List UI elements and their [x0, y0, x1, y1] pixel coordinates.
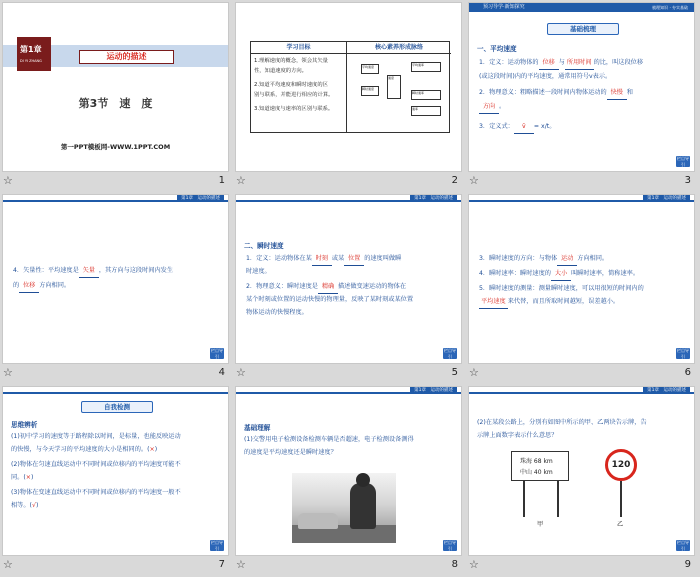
slide-footer [233, 556, 466, 576]
car [298, 513, 338, 529]
text-line: 的速度是平均速度还是瞬时速度？ [244, 449, 337, 456]
sign-line: 中山 40 km [520, 469, 553, 476]
speed-limit-sign: 120 [605, 449, 637, 481]
text-line: 3．瞬时速度的方向：与物体 运动 方向相同。 [479, 253, 608, 266]
slide-thumbnail-4[interactable] [0, 192, 233, 384]
slide-number: 9 [684, 559, 691, 570]
back-button[interactable]: 栏目导引 [211, 540, 223, 551]
table-header-literacy: 核心素养形成脉络 [347, 42, 451, 54]
text-line: 4．矢量性：平均速度是 矢量 ，其方向与这段时间内发生 [13, 265, 173, 278]
mindmap-node: 速度 [387, 75, 401, 99]
slide-5-canvas [235, 194, 462, 364]
slide-footer [233, 364, 466, 384]
text-line: 1．定义：运动物体在某 时刻 或某 位置 的速度叫做瞬 [246, 253, 401, 266]
slide-number: 8 [451, 559, 458, 570]
slide-9-canvas [468, 386, 695, 556]
slide-footer [466, 172, 699, 192]
officer [350, 483, 376, 529]
chapter-badge [17, 37, 51, 71]
objectives-table [250, 41, 450, 133]
slide-thumbnail-2[interactable] [233, 0, 466, 192]
text-line: 1．定义：运动物体的 位移 与 所用时间 的比，叫这段位移 [479, 57, 643, 70]
slide-number: 6 [684, 367, 691, 378]
chapter-tag: 第1章 运动的描述 [410, 195, 457, 202]
top-bar [469, 195, 694, 202]
sign-line: 珠海 68 km [520, 458, 553, 465]
slide-footer [233, 172, 466, 192]
police-speed-check-photo [292, 473, 396, 543]
slide-thumbnail-3[interactable] [466, 0, 699, 192]
star-icon[interactable]: ☆ [236, 558, 246, 571]
text-line: (1)交警用电子检测设备检测车辆是否超速，电子检测设备测得 [244, 436, 414, 443]
section-heading: 基础理解 [244, 424, 271, 432]
tab-left-label: 预习导学·新知探究 [483, 4, 525, 10]
slide-1-canvas [2, 2, 229, 172]
tab-right-label: 梳理知识 · 夯实基础 [652, 5, 688, 10]
text-line: 5．瞬时速度的测量：测量瞬时速度，可以用很短的时间内的 [479, 285, 644, 292]
slide-thumbnail-1[interactable] [0, 0, 233, 192]
table-row: 3.知道速度与速率的区别与联系。 [254, 106, 334, 112]
star-icon[interactable]: ☆ [469, 174, 479, 187]
section-banner: 基础梳理 [547, 23, 619, 35]
sign-pole [620, 481, 622, 517]
slide-thumbnail-9[interactable] [466, 384, 699, 576]
table-row: 1.理解速度的概念，领会其矢量 [254, 58, 328, 64]
slide-number: 7 [218, 559, 225, 570]
back-button[interactable]: 栏目导引 [677, 348, 689, 359]
chapter-tag: 第1章 运动的描述 [410, 387, 457, 394]
mindmap-node: 瞬时速率 [411, 90, 441, 100]
star-icon[interactable]: ☆ [236, 366, 246, 379]
back-button[interactable]: 栏目导引 [444, 540, 456, 551]
top-bar [236, 387, 461, 394]
text-line: 2．物理意义：瞬时速度是 精确 描述做变速运动的物体在 [246, 281, 406, 294]
slide-number: 5 [451, 367, 458, 378]
text-line: (2)在某段公路上，分别有如图中所示的甲、乙两块告示牌，告 [477, 419, 647, 426]
table-row: 别与联系，并能进行相应的计算。 [254, 92, 334, 98]
star-icon[interactable]: ☆ [3, 174, 13, 187]
back-button[interactable]: 栏目导引 [677, 156, 689, 167]
chapter-tag: 第1章 运动的描述 [177, 195, 224, 202]
chapter-tag: 第1章 运动的描述 [643, 195, 690, 202]
slide-8-canvas [235, 386, 462, 556]
section-heading: 二、瞬时速度 [244, 242, 284, 250]
slide-3-canvas [468, 2, 695, 172]
sign-label-jia: 甲 [537, 521, 544, 528]
text-line: 的 位移 方向相同。 [13, 280, 70, 293]
chapter-title: 运动的描述 [79, 50, 174, 64]
chapter-badge-text: 第1章 [20, 45, 42, 54]
slide-4-canvas [2, 194, 229, 364]
slide-thumbnail-6[interactable] [466, 192, 699, 384]
text-line: 平均速度 来代替，而且所取时间越短，误差越小。 [479, 296, 619, 309]
table-row: 2.知道平均速度和瞬时速度的区 [254, 82, 328, 88]
star-icon[interactable]: ☆ [3, 366, 13, 379]
top-banner [469, 3, 694, 12]
chapter-badge-en: DI YI ZHANG [20, 59, 42, 63]
section-banner: 自我检测 [81, 401, 153, 413]
text-line: 相等。(√) [11, 502, 39, 509]
slide-6-canvas [468, 194, 695, 364]
mindmap-node: 瞬时速度 [361, 86, 379, 96]
table-row: 性，知道速度的方向。 [254, 68, 307, 74]
star-icon[interactable]: ☆ [469, 558, 479, 571]
back-button[interactable]: 栏目导引 [677, 540, 689, 551]
text-line: 时速度。 [246, 268, 271, 275]
slide-thumbnail-7[interactable] [0, 384, 233, 576]
officer-head [356, 473, 370, 487]
star-icon[interactable]: ☆ [469, 366, 479, 379]
text-line: 2．物理意义：粗略描述一段时间内物体运动的 快慢 和 [479, 87, 633, 100]
slide-number: 4 [218, 367, 225, 378]
table-divider [346, 42, 347, 132]
section-heading: 一、平均速度 [477, 45, 517, 53]
slide-number: 2 [451, 175, 458, 186]
back-button[interactable]: 栏目导引 [444, 348, 456, 359]
star-icon[interactable]: ☆ [236, 174, 246, 187]
slide-footer [466, 364, 699, 384]
text-line: 的快慢，与今天学习的平均速度的大小是相同的。(×) [11, 446, 158, 453]
mindmap-node: 平均速度 [361, 64, 379, 74]
star-icon[interactable]: ☆ [3, 558, 13, 571]
slide-7-canvas [2, 386, 229, 556]
top-bar [3, 387, 228, 394]
text-line: 物体运动的快慢程度。 [246, 309, 308, 316]
chapter-tag: 第1章 运动的描述 [643, 387, 690, 394]
slide-footer [0, 172, 233, 192]
sign-pole [523, 481, 525, 517]
top-bar [236, 195, 461, 202]
text-line: 示牌上面数字表示什么意思？ [477, 432, 558, 439]
slide-thumbnail-5[interactable] [233, 192, 466, 384]
slide-thumbnail-8[interactable] [233, 384, 466, 576]
top-bar [3, 195, 228, 202]
table-header-goals: 学习目标 [251, 42, 346, 54]
mindmap-node: 速率 [411, 106, 441, 116]
text-line: 某个时刻或位置的运动快慢的物理量，反映了某时刻或某位置 [246, 296, 414, 303]
text-line: 同。(×) [11, 474, 34, 481]
text-line: (1)初中学习的速度等于路程除以时间，是标量，也能反映运动 [11, 433, 181, 440]
back-button[interactable]: 栏目导引 [211, 348, 223, 359]
text-line: (3)物体在变速直线运动中不同时间或位移内的平均速度一般不 [11, 489, 181, 496]
slide-2-canvas [235, 2, 462, 172]
slide-number: 3 [684, 175, 691, 186]
mindmap-node: 平均速率 [411, 62, 441, 72]
section-heading: 思维辨析 [11, 421, 38, 429]
text-line: 方向 。 [479, 101, 505, 114]
sign-label-yi: 乙 [617, 521, 624, 528]
footer-text: 第一PPT模板网-WWW.1PPT.COM [60, 143, 171, 151]
section-title: 第3节 速 度 [78, 97, 153, 110]
top-bar [469, 387, 694, 394]
slide-footer [466, 556, 699, 576]
slide-number: 1 [218, 175, 225, 186]
text-line: 4．瞬时速率：瞬时速度的 大小 叫瞬时速率，简称速率。 [479, 268, 639, 281]
distance-sign [511, 451, 569, 481]
slide-footer [0, 364, 233, 384]
text-line: (2)物体在匀速直线运动中不同时间或位移内的平均速度可能不 [11, 461, 181, 468]
text-line: 3．定义式： v̄ = x/t。 [479, 121, 555, 134]
slide-footer [0, 556, 233, 576]
text-line: (或这段时间)内的平均速度，通常用符号v表示。 [479, 73, 612, 80]
sign-pole [557, 481, 559, 517]
